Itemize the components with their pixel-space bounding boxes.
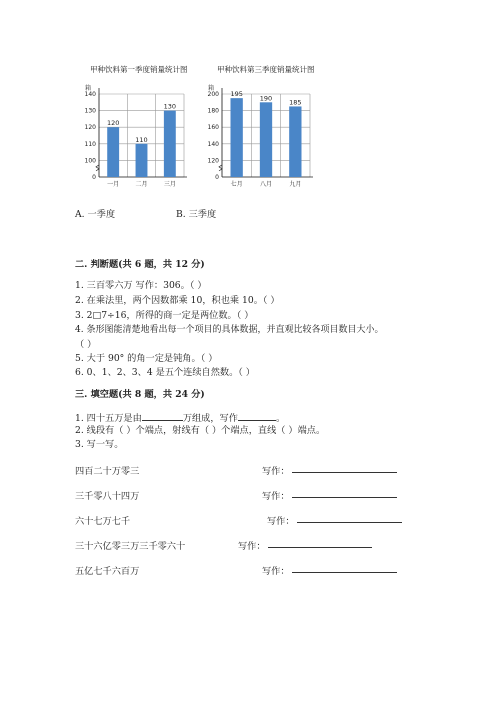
- chart1: [75, 80, 190, 205]
- chart2-data-label: 185: [289, 98, 302, 107]
- fill-q2: 2. 线段有（ ）个端点，射线有（ ）个端点，直线（ ）端点。: [75, 425, 326, 436]
- write-row-3-text: 六十七万七千: [75, 516, 131, 527]
- write-row-4-label: 写作：: [238, 541, 266, 552]
- chart2: [198, 80, 316, 205]
- chart2-bar: [289, 106, 301, 177]
- chart1-tick-label: 0: [92, 174, 96, 181]
- chart1-tick-label: 140: [84, 91, 96, 98]
- chart1-category-label: 三月: [163, 181, 176, 188]
- chart2-tick-label: 140: [207, 140, 219, 148]
- chart1-bar: [136, 144, 148, 177]
- write-row-2-blank[interactable]: [292, 488, 397, 498]
- chart1-data-label: 130: [163, 102, 177, 111]
- chart2-tick-label: 200: [207, 91, 219, 98]
- chart2-bar: [260, 102, 272, 177]
- chart2-category-label: 七月: [230, 181, 243, 188]
- fill-q3: 3. 写一写。: [75, 439, 124, 450]
- chart2-tick-label: 0: [215, 174, 219, 181]
- chart2-ylabel: 箱: [208, 85, 215, 92]
- chart1-tick-label: 130: [84, 107, 96, 115]
- option-a: A. 一季度: [75, 209, 116, 220]
- chart2-data-label: 195: [230, 90, 243, 99]
- fill-q1: [75, 411, 285, 425]
- chart1-tick-label: 120: [84, 124, 96, 132]
- chart2-category-label: 八月: [259, 181, 273, 188]
- judge-item-2: 2. 在乘法里，两个因数都乘 10，积也乘 10。（ ）: [75, 295, 280, 306]
- chart1-bar: [164, 111, 176, 177]
- write-row-2-text: 三千零八十四万: [75, 491, 140, 502]
- chart1-ylabel: 箱: [85, 85, 92, 92]
- section3-heading: 三. 填空题(共 8 题，共 24 分): [75, 389, 205, 400]
- write-row-3-blank[interactable]: [297, 513, 402, 523]
- write-row-4-text: 三十六亿零三万三千零六十: [75, 541, 186, 552]
- chart2-tick-label: 160: [207, 124, 219, 132]
- chart2-tick-label: 180: [207, 107, 219, 115]
- chart1-tick-label: 110: [84, 140, 96, 148]
- judge-item-6: 6. 0、1、2、3、4 是五个连续自然数。（ ）: [75, 367, 255, 378]
- judge-item-5: 5. 大于 90° 的角一定是钝角。（ ）: [75, 353, 218, 364]
- fill-q1-part2: 万组成，写作: [182, 413, 238, 424]
- chart2-data-label: 190: [259, 94, 273, 103]
- chart1-title: 甲种饮料第一季度销量统计图: [90, 65, 188, 74]
- chart2-category-label: 九月: [289, 181, 302, 188]
- chart1-category-label: 二月: [135, 181, 148, 188]
- fill-q1-part1: 1. 四十五万是由: [75, 413, 142, 424]
- chart1-bar: [107, 127, 119, 177]
- chart1-axis-break: [96, 165, 99, 171]
- write-row-1-blank[interactable]: [292, 463, 397, 473]
- option-b: B. 三季度: [176, 209, 217, 220]
- chart1-category-label: 一月: [107, 181, 120, 188]
- chart2-title: 甲种饮料第三季度销量统计图: [217, 65, 315, 74]
- write-row-2-label: 写作：: [262, 491, 290, 502]
- judge-item-4-bracket: （ ）: [75, 339, 97, 350]
- chart1-data-label: 120: [106, 119, 120, 128]
- write-row-1-text: 四百二十万零三: [75, 466, 140, 477]
- chart1-tick-label: 100: [84, 157, 96, 165]
- write-row-5-text: 五亿七千六百万: [75, 566, 140, 577]
- chart1-data-label: 110: [135, 135, 148, 144]
- chart2-bar: [231, 98, 243, 177]
- fill-q1-blank2[interactable]: [238, 411, 276, 421]
- judge-item-4: 4. 条形图能清楚地看出每一个项目的具体数据，并直观比较各项目数目大小。: [75, 325, 384, 335]
- judge-item-1: 1. 三百零六万 写作：306。（ ）: [75, 280, 207, 291]
- write-row-3-label: 写作：: [267, 516, 295, 527]
- judge-item-3: 3. 2□7÷16，所得的商一定是两位数。（ ）: [75, 310, 254, 321]
- fill-q1-part3: 。: [275, 413, 286, 424]
- write-row-4-blank[interactable]: [268, 538, 372, 548]
- chart2-axis-break: [219, 165, 222, 171]
- write-row-1-label: 写作：: [262, 466, 290, 477]
- write-row-5-label: 写作：: [262, 566, 290, 577]
- section2-heading: 二. 判断题(共 6 题，共 12 分): [75, 259, 205, 270]
- fill-q1-blank1[interactable]: [142, 411, 183, 421]
- write-row-5-blank[interactable]: [292, 563, 397, 573]
- chart2-tick-label: 120: [207, 157, 219, 165]
